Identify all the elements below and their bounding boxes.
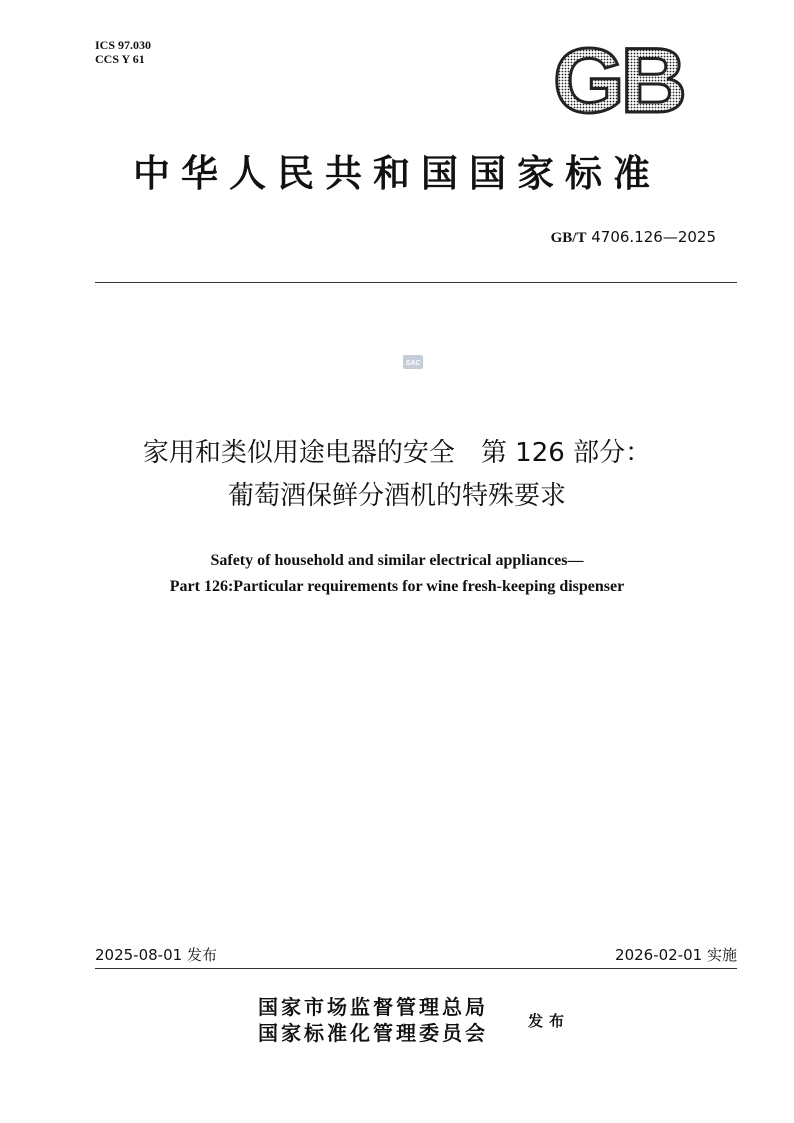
- standard-number-prefix: GB/T: [550, 230, 587, 246]
- chinese-title-line-2: 葡萄酒保鲜分酒机的特殊要求: [227, 481, 566, 511]
- chinese-title-line-1: 家用和类似用途电器的安全 第 126 部分：: [142, 438, 652, 468]
- classification-codes: [95, 38, 151, 66]
- publish-label: 发布: [528, 1012, 571, 1030]
- standard-type-heading: 中华人民共和国国家标准: [133, 151, 661, 195]
- ccs-code: CCS Y 61: [95, 52, 145, 66]
- english-title-line-2: Part 126:Particular requirements for wine fresh-keeping dispenser: [169, 578, 625, 595]
- gb-logo-text: GB: [553, 40, 683, 120]
- implementation-date: 2026-02-01 实施: [615, 946, 737, 964]
- issuer-samr: 国家市场监督管理总局: [258, 995, 488, 1019]
- english-title-line-1: Safety of household and similar electrical appliances—: [210, 552, 584, 569]
- issuer-sac: 国家标准化管理委员会: [258, 1021, 488, 1045]
- ics-code: ICS 97.030: [95, 38, 152, 52]
- standard-number-body: 4706.126—2025: [591, 228, 716, 246]
- standard-number: [551, 228, 716, 247]
- issuing-organizations: [258, 994, 488, 1046]
- sac-watermark-text: SAC: [405, 360, 421, 367]
- gb-logo-icon: [540, 40, 696, 120]
- footer-divider: [95, 968, 737, 969]
- issue-date: 2025-08-01 发布: [95, 946, 217, 964]
- sac-watermark-icon: [403, 355, 423, 369]
- header-divider: [95, 282, 737, 283]
